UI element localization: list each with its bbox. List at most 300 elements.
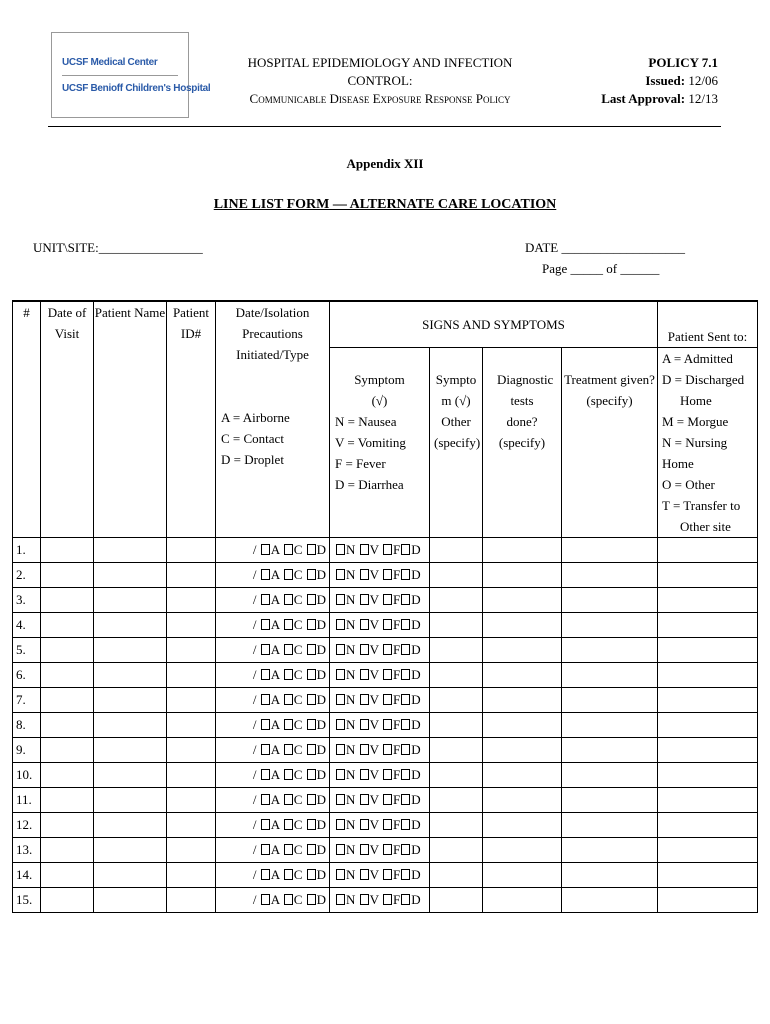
symptom-cell[interactable] — [330, 713, 430, 738]
sym-d: D — [411, 867, 421, 882]
checkbox-vomiting[interactable] — [360, 794, 369, 805]
checkbox-nausea[interactable] — [336, 619, 345, 630]
patient-id-cell[interactable] — [167, 788, 216, 813]
treatment-cell[interactable] — [562, 863, 658, 888]
checkbox-airborne[interactable] — [261, 844, 270, 855]
checkbox-nausea[interactable] — [336, 744, 345, 755]
checkbox-contact[interactable] — [284, 719, 293, 730]
checkbox-vomiting[interactable] — [360, 744, 369, 755]
sent-to-cell[interactable] — [658, 538, 758, 563]
checkbox-contact[interactable] — [284, 594, 293, 605]
checkbox-diarrhea[interactable] — [401, 769, 410, 780]
checkbox-fever[interactable] — [383, 869, 392, 880]
checkbox-diarrhea[interactable] — [401, 869, 410, 880]
patient-id-cell[interactable] — [167, 663, 216, 688]
symptom-other-cell[interactable] — [430, 888, 483, 913]
sym-n: N — [346, 692, 356, 707]
patient-id-cell[interactable] — [167, 613, 216, 638]
treatment-cell[interactable] — [562, 588, 658, 613]
patient-id-cell[interactable] — [167, 638, 216, 663]
checkbox-vomiting[interactable] — [360, 844, 369, 855]
checkbox-fever[interactable] — [383, 844, 392, 855]
checkbox-fever[interactable] — [383, 619, 392, 630]
sym-v: V — [369, 767, 379, 782]
symptom-cell[interactable] — [330, 838, 430, 863]
patient-id-cell[interactable] — [167, 688, 216, 713]
patient-name-cell[interactable] — [94, 713, 167, 738]
isolation-cell[interactable] — [216, 838, 330, 863]
policy-info — [601, 54, 718, 108]
checkbox-nausea[interactable] — [336, 844, 345, 855]
tests-cell[interactable] — [483, 788, 562, 813]
checkbox-diarrhea[interactable] — [401, 819, 410, 830]
checkbox-fever[interactable] — [383, 744, 392, 755]
isolation-cell[interactable] — [216, 788, 330, 813]
patient-id-cell[interactable] — [167, 563, 216, 588]
symptom-other-cell[interactable] — [430, 613, 483, 638]
checkbox-diarrhea[interactable] — [401, 719, 410, 730]
visit-date-cell[interactable] — [41, 838, 94, 863]
isolation-cell[interactable] — [216, 688, 330, 713]
visit-date-cell[interactable] — [41, 888, 94, 913]
isolation-cell[interactable] — [216, 538, 330, 563]
checkbox-fever[interactable] — [383, 544, 392, 555]
patient-id-cell[interactable] — [167, 813, 216, 838]
checkbox-diarrhea[interactable] — [401, 544, 410, 555]
patient-name-cell[interactable] — [94, 538, 167, 563]
checkbox-airborne[interactable] — [261, 544, 270, 555]
row-number: 9. — [13, 738, 41, 763]
treatment-cell[interactable] — [562, 613, 658, 638]
patient-name-cell[interactable] — [94, 613, 167, 638]
visit-date-cell[interactable] — [41, 863, 94, 888]
legend-other: O = Other — [662, 477, 715, 492]
col-tests-header — [483, 348, 562, 538]
checkbox-vomiting[interactable] — [360, 644, 369, 655]
sym-v: V — [369, 892, 379, 907]
iso-a: A — [270, 692, 280, 707]
patient-id-cell[interactable] — [167, 713, 216, 738]
isolation-cell[interactable] — [216, 588, 330, 613]
sent-to-cell[interactable] — [658, 763, 758, 788]
checkbox-droplet[interactable] — [307, 669, 316, 680]
legend-morgue: M = Morgue — [662, 414, 729, 429]
patient-name-cell[interactable] — [94, 563, 167, 588]
date-field[interactable]: DATE ___________________ — [525, 240, 685, 255]
tests-label: Diagnostic tests done? (specify) — [497, 372, 554, 450]
symptom-other-cell[interactable] — [430, 763, 483, 788]
patient-name-cell[interactable] — [94, 788, 167, 813]
sent-to-cell[interactable] — [658, 588, 758, 613]
checkbox-nausea[interactable] — [336, 569, 345, 580]
checkbox-airborne[interactable] — [261, 719, 270, 730]
checkbox-fever[interactable] — [383, 694, 392, 705]
iso-a: A — [270, 842, 280, 857]
legend-home: Home — [680, 393, 712, 408]
isolation-cell[interactable] — [216, 613, 330, 638]
tests-cell[interactable] — [483, 713, 562, 738]
checkbox-contact[interactable] — [284, 544, 293, 555]
checkbox-diarrhea[interactable] — [401, 594, 410, 605]
checkbox-diarrhea[interactable] — [401, 894, 410, 905]
visit-date-cell[interactable] — [41, 613, 94, 638]
checkbox-fever[interactable] — [383, 719, 392, 730]
checkbox-airborne[interactable] — [261, 819, 270, 830]
isolation-cell[interactable] — [216, 738, 330, 763]
checkbox-fever[interactable] — [383, 819, 392, 830]
checkbox-vomiting[interactable] — [360, 569, 369, 580]
row-number: 10. — [13, 763, 41, 788]
checkbox-diarrhea[interactable] — [401, 744, 410, 755]
checkbox-droplet[interactable] — [307, 544, 316, 555]
patient-id-cell[interactable] — [167, 888, 216, 913]
checkbox-droplet[interactable] — [307, 844, 316, 855]
symptom-cell[interactable] — [330, 888, 430, 913]
treatment-cell[interactable] — [562, 663, 658, 688]
legend-other-site: Other site — [680, 519, 731, 534]
checkbox-airborne[interactable] — [261, 769, 270, 780]
checkbox-droplet[interactable] — [307, 894, 316, 905]
symptom-other-cell[interactable] — [430, 588, 483, 613]
checkbox-contact[interactable] — [284, 569, 293, 580]
patient-id-cell[interactable] — [167, 538, 216, 563]
sent-to-cell[interactable] — [658, 613, 758, 638]
treatment-cell[interactable] — [562, 563, 658, 588]
treatment-cell[interactable] — [562, 638, 658, 663]
tests-cell[interactable] — [483, 738, 562, 763]
checkbox-vomiting[interactable] — [360, 819, 369, 830]
patient-id-cell[interactable] — [167, 738, 216, 763]
symptom-cell[interactable] — [330, 613, 430, 638]
patient-name-cell[interactable] — [94, 663, 167, 688]
symptom-other-cell[interactable] — [430, 663, 483, 688]
patient-name-cell[interactable] — [94, 638, 167, 663]
sent-to-cell[interactable] — [658, 738, 758, 763]
isolation-cell[interactable] — [216, 763, 330, 788]
visit-date-cell[interactable] — [41, 788, 94, 813]
row-number: 2. — [13, 563, 41, 588]
tests-cell[interactable] — [483, 538, 562, 563]
patient-name-cell[interactable] — [94, 838, 167, 863]
visit-date-cell[interactable] — [41, 538, 94, 563]
patient-name-cell[interactable] — [94, 738, 167, 763]
tests-cell[interactable] — [483, 663, 562, 688]
checkbox-fever[interactable] — [383, 769, 392, 780]
checkbox-contact[interactable] — [284, 769, 293, 780]
checkbox-fever[interactable] — [383, 794, 392, 805]
checkbox-airborne[interactable] — [261, 894, 270, 905]
symptom-other-cell[interactable] — [430, 538, 483, 563]
table-row — [13, 713, 758, 738]
checkbox-vomiting[interactable] — [360, 719, 369, 730]
visit-date-cell[interactable] — [41, 763, 94, 788]
tests-cell[interactable] — [483, 688, 562, 713]
tests-cell[interactable] — [483, 863, 562, 888]
sym-n: N — [346, 717, 356, 732]
checkbox-droplet[interactable] — [307, 869, 316, 880]
isolation-cell[interactable] — [216, 813, 330, 838]
sent-to-cell[interactable] — [658, 788, 758, 813]
isolation-cell[interactable] — [216, 663, 330, 688]
symptom-other-cell[interactable] — [430, 863, 483, 888]
col-sent-to-header: Patient Sent to: — [658, 301, 758, 348]
patient-name-cell[interactable] — [94, 863, 167, 888]
checkbox-diarrhea[interactable] — [401, 619, 410, 630]
issued-label: Issued: — [645, 73, 686, 88]
symptom-other-cell[interactable] — [430, 788, 483, 813]
sent-to-cell[interactable] — [658, 813, 758, 838]
checkbox-diarrhea[interactable] — [401, 669, 410, 680]
sent-to-cell[interactable] — [658, 638, 758, 663]
issued-date: 12/06 — [688, 73, 718, 88]
symptom-cell[interactable] — [330, 788, 430, 813]
iso-a: A — [270, 567, 280, 582]
form-title: LINE LIST FORM — ALTERNATE CARE LOCATION — [213, 197, 557, 212]
checkbox-vomiting[interactable] — [360, 619, 369, 630]
tests-cell[interactable] — [483, 888, 562, 913]
checkbox-nausea[interactable] — [336, 644, 345, 655]
checkbox-droplet[interactable] — [307, 819, 316, 830]
legend-airborne: A = Airborne — [221, 410, 290, 425]
tests-cell[interactable] — [483, 563, 562, 588]
sym-d: D — [411, 692, 421, 707]
checkbox-diarrhea[interactable] — [401, 694, 410, 705]
treatment-cell[interactable] — [562, 888, 658, 913]
checkbox-vomiting[interactable] — [360, 594, 369, 605]
checkbox-nausea[interactable] — [336, 669, 345, 680]
checkbox-airborne[interactable] — [261, 669, 270, 680]
treatment-cell[interactable] — [562, 813, 658, 838]
isolation-cell[interactable] — [216, 638, 330, 663]
visit-date-cell[interactable] — [41, 563, 94, 588]
checkbox-contact[interactable] — [284, 619, 293, 630]
isolation-cell[interactable] — [216, 888, 330, 913]
checkbox-nausea[interactable] — [336, 594, 345, 605]
checkbox-airborne[interactable] — [261, 694, 270, 705]
checkbox-contact[interactable] — [284, 869, 293, 880]
checkbox-airborne[interactable] — [261, 594, 270, 605]
sent-to-cell[interactable] — [658, 563, 758, 588]
treatment-cell[interactable] — [562, 688, 658, 713]
table-row — [13, 588, 758, 613]
checkbox-vomiting[interactable] — [360, 669, 369, 680]
logo-divider — [62, 75, 178, 76]
sym-v: V — [369, 717, 379, 732]
tests-cell[interactable] — [483, 813, 562, 838]
checkbox-fever[interactable] — [383, 644, 392, 655]
table-row — [13, 663, 758, 688]
isolation-cell[interactable] — [216, 563, 330, 588]
treatment-cell[interactable] — [562, 538, 658, 563]
sent-to-cell[interactable] — [658, 663, 758, 688]
tests-cell[interactable] — [483, 763, 562, 788]
patient-name-cell[interactable] — [94, 763, 167, 788]
tests-cell[interactable] — [483, 838, 562, 863]
patient-id-cell[interactable] — [167, 838, 216, 863]
checkbox-vomiting[interactable] — [360, 544, 369, 555]
sym-n: N — [346, 592, 356, 607]
checkbox-fever[interactable] — [383, 669, 392, 680]
symptom-cell[interactable] — [330, 763, 430, 788]
checkbox-droplet[interactable] — [307, 694, 316, 705]
iso-d: D — [316, 692, 326, 707]
checkbox-nausea[interactable] — [336, 694, 345, 705]
tests-cell[interactable] — [483, 613, 562, 638]
sym-v: V — [369, 867, 379, 882]
iso-slash: / — [252, 567, 257, 582]
checkbox-nausea[interactable] — [336, 544, 345, 555]
checkbox-contact[interactable] — [284, 669, 293, 680]
sent-to-cell[interactable] — [658, 688, 758, 713]
iso-a: A — [270, 617, 280, 632]
iso-c: C — [293, 842, 303, 857]
sym-d: D — [411, 742, 421, 757]
checkbox-nausea[interactable] — [336, 819, 345, 830]
symptom-cell[interactable] — [330, 863, 430, 888]
legend-nausea: N = Nausea — [335, 414, 397, 429]
checkbox-nausea[interactable] — [336, 719, 345, 730]
treatment-cell[interactable] — [562, 838, 658, 863]
visit-date-cell[interactable] — [41, 738, 94, 763]
treatment-cell[interactable] — [562, 763, 658, 788]
checkbox-droplet[interactable] — [307, 594, 316, 605]
checkbox-airborne[interactable] — [261, 869, 270, 880]
checkbox-droplet[interactable] — [307, 619, 316, 630]
iso-slash: / — [252, 642, 257, 657]
checkbox-diarrhea[interactable] — [401, 569, 410, 580]
symptom-cell[interactable] — [330, 688, 430, 713]
checkbox-diarrhea[interactable] — [401, 844, 410, 855]
symptom-other-cell[interactable] — [430, 563, 483, 588]
checkbox-nausea[interactable] — [336, 794, 345, 805]
tests-cell[interactable] — [483, 638, 562, 663]
symptom-cell[interactable] — [330, 813, 430, 838]
legend-admitted: A = Admitted — [662, 351, 733, 366]
iso-c: C — [293, 817, 303, 832]
checkbox-airborne[interactable] — [261, 744, 270, 755]
patient-id-cell[interactable] — [167, 588, 216, 613]
sym-v: V — [369, 742, 379, 757]
iso-c: C — [293, 692, 303, 707]
checkbox-diarrhea[interactable] — [401, 794, 410, 805]
symptom-other-cell[interactable] — [430, 638, 483, 663]
symptom-other-cell[interactable] — [430, 688, 483, 713]
patient-name-cell[interactable] — [94, 588, 167, 613]
visit-date-cell[interactable] — [41, 813, 94, 838]
checkbox-airborne[interactable] — [261, 569, 270, 580]
tests-cell[interactable] — [483, 588, 562, 613]
iso-c: C — [293, 642, 303, 657]
iso-c: C — [293, 567, 303, 582]
col-visit-date-header: Date of Visit — [41, 301, 94, 538]
symptom-cell[interactable] — [330, 663, 430, 688]
patient-name-cell[interactable] — [94, 888, 167, 913]
symptom-cell[interactable] — [330, 563, 430, 588]
checkbox-contact[interactable] — [284, 644, 293, 655]
checkbox-vomiting[interactable] — [360, 769, 369, 780]
checkbox-contact[interactable] — [284, 819, 293, 830]
checkbox-contact[interactable] — [284, 844, 293, 855]
visit-date-cell[interactable] — [41, 663, 94, 688]
checkbox-fever[interactable] — [383, 894, 392, 905]
iso-d: D — [316, 542, 326, 557]
symptom-cell[interactable] — [330, 538, 430, 563]
sym-n: N — [346, 792, 356, 807]
sent-to-cell[interactable] — [658, 888, 758, 913]
symptom-other-cell[interactable] — [430, 838, 483, 863]
treatment-label: Treatment given? (specify) — [564, 372, 655, 408]
checkbox-nausea[interactable] — [336, 769, 345, 780]
checkbox-diarrhea[interactable] — [401, 644, 410, 655]
symptom-other-cell[interactable] — [430, 713, 483, 738]
checkbox-droplet[interactable] — [307, 769, 316, 780]
checkbox-airborne[interactable] — [261, 644, 270, 655]
checkbox-nausea[interactable] — [336, 869, 345, 880]
line-list-rows — [13, 538, 758, 913]
symptom-cell[interactable] — [330, 588, 430, 613]
iso-a: A — [270, 792, 280, 807]
checkbox-droplet[interactable] — [307, 719, 316, 730]
checkbox-airborne[interactable] — [261, 619, 270, 630]
checkbox-vomiting[interactable] — [360, 894, 369, 905]
isolation-cell[interactable] — [216, 713, 330, 738]
checkbox-droplet[interactable] — [307, 794, 316, 805]
sym-d: D — [411, 542, 421, 557]
visit-date-cell[interactable] — [41, 588, 94, 613]
patient-id-cell[interactable] — [167, 863, 216, 888]
checkbox-vomiting[interactable] — [360, 869, 369, 880]
symptom-other-cell[interactable] — [430, 738, 483, 763]
checkbox-fever[interactable] — [383, 594, 392, 605]
checkbox-droplet[interactable] — [307, 644, 316, 655]
sent-to-cell[interactable] — [658, 863, 758, 888]
page-field[interactable]: Page _____ of ______ — [542, 261, 660, 276]
checkbox-airborne[interactable] — [261, 794, 270, 805]
col-symptom-header — [330, 348, 430, 538]
patient-name-cell[interactable] — [94, 813, 167, 838]
checkbox-vomiting[interactable] — [360, 694, 369, 705]
sym-v: V — [369, 667, 379, 682]
isolation-cell[interactable] — [216, 863, 330, 888]
symptom-other-cell[interactable] — [430, 813, 483, 838]
visit-date-cell[interactable] — [41, 688, 94, 713]
treatment-cell[interactable] — [562, 713, 658, 738]
treatment-cell[interactable] — [562, 788, 658, 813]
checkbox-nausea[interactable] — [336, 894, 345, 905]
patient-name-cell[interactable] — [94, 688, 167, 713]
iso-slash: / — [252, 767, 257, 782]
unit-site-field[interactable]: UNIT\SITE:________________ — [33, 240, 203, 255]
symptom-cell[interactable] — [330, 638, 430, 663]
symptom-cell[interactable] — [330, 738, 430, 763]
checkbox-contact[interactable] — [284, 894, 293, 905]
patient-id-cell[interactable] — [167, 763, 216, 788]
checkbox-contact[interactable] — [284, 744, 293, 755]
checkbox-contact[interactable] — [284, 694, 293, 705]
legend-vomiting: V = Vomiting — [335, 435, 406, 450]
visit-date-cell[interactable] — [41, 713, 94, 738]
sym-f: F — [393, 742, 401, 757]
checkbox-droplet[interactable] — [307, 569, 316, 580]
sent-to-cell[interactable] — [658, 838, 758, 863]
checkbox-fever[interactable] — [383, 569, 392, 580]
checkbox-droplet[interactable] — [307, 744, 316, 755]
sent-to-cell[interactable] — [658, 713, 758, 738]
treatment-cell[interactable] — [562, 738, 658, 763]
checkbox-contact[interactable] — [284, 794, 293, 805]
visit-date-cell[interactable] — [41, 638, 94, 663]
sent-to-legend-cell — [658, 348, 758, 538]
